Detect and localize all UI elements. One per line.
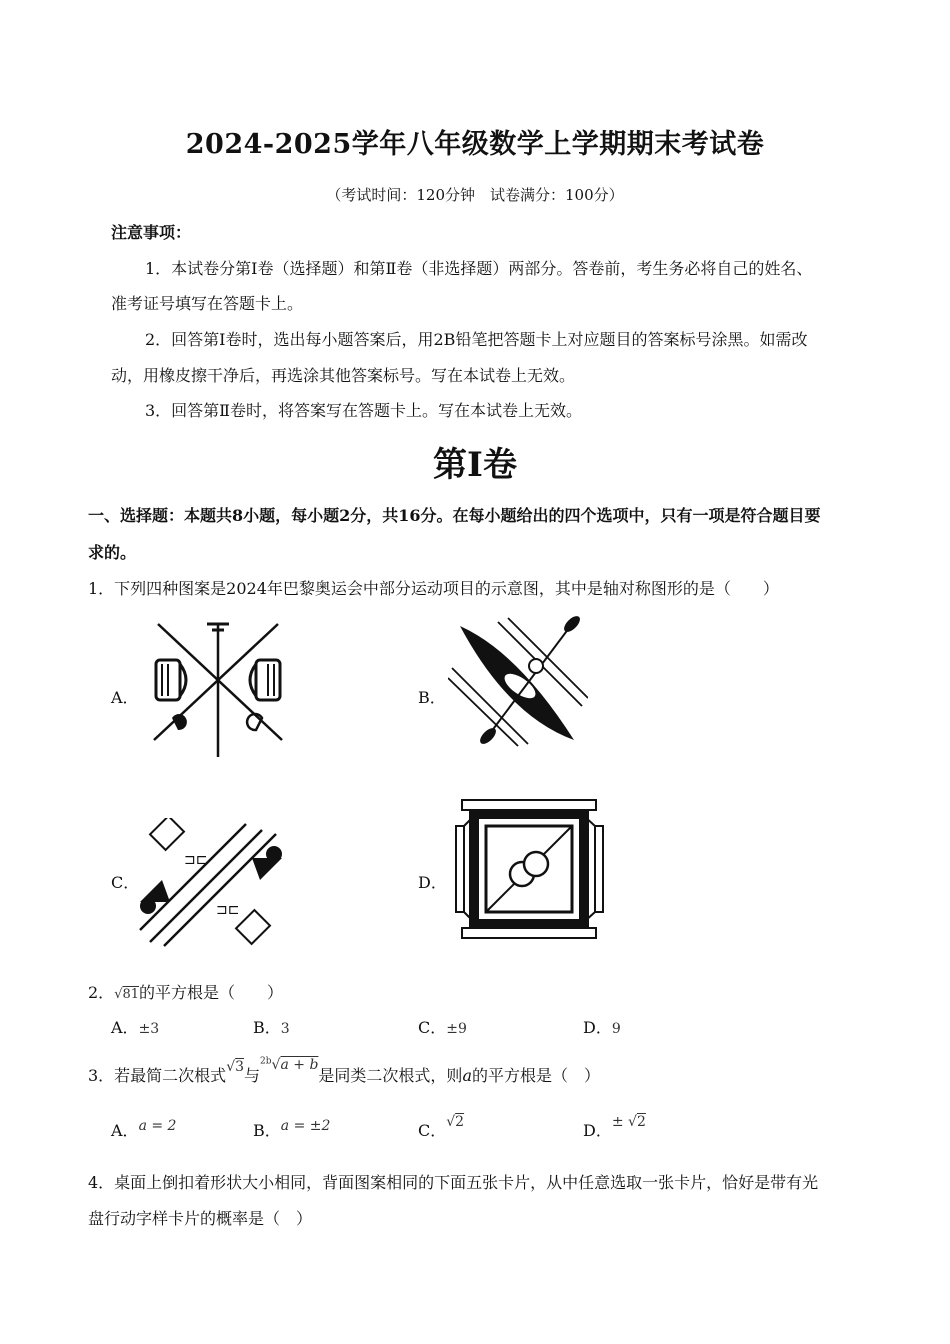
q3-option-b-value: a = ±2: [280, 1118, 331, 1134]
q1-option-d-label: D．: [418, 873, 447, 892]
q2-radicand: 81: [122, 987, 140, 1002]
q3-radicand-1: 3: [235, 1059, 245, 1075]
section-1-heading-line-1: 一、选择题：本题共8小题，每小题2分，共16分。在每小题给出的四个选项中，只有一项是符合题目要: [88, 506, 821, 525]
q1-option-c-label: C．: [111, 873, 140, 892]
q2-option-b-label: B．: [253, 1018, 281, 1037]
fencing-pictogram: [150, 612, 286, 760]
q3-option-b-label: B．: [253, 1121, 281, 1140]
q3-option-d-value: ± √2: [611, 1114, 646, 1130]
q3-option-a-value: a = 2: [138, 1118, 177, 1134]
svg-text:⊐⊏: ⊐⊏: [184, 852, 208, 868]
q2-option-d: [583, 1015, 621, 1038]
q3-stem-after: 是同类二次根式，则: [318, 1066, 463, 1085]
q2-stem: 的平方根是（ ）: [139, 983, 284, 1002]
q2-option-c-label: C．: [418, 1018, 447, 1037]
q3-option-c-label: C．: [418, 1121, 447, 1140]
q2-option-c-value: ±9: [446, 1021, 467, 1037]
q3-option-d-radicand: 2: [636, 1114, 646, 1130]
volume-heading: 第Ⅰ卷: [433, 445, 517, 485]
q3-variable: a: [462, 1066, 472, 1085]
badminton-pictogram: [136, 818, 286, 948]
notice-item-2-line-1: 2．回答第Ⅰ卷时，选出每小题答案后，用2B铅笔把答题卡上对应题目的答案标号涂黑。如需改: [145, 330, 808, 349]
q3-sqrt-1: √3: [226, 1059, 245, 1075]
q3-option-a-label: A．: [111, 1121, 139, 1140]
q3-option-d-sign: ±: [611, 1114, 624, 1130]
q2-option-d-label: D．: [583, 1018, 612, 1037]
notice-item-1-line-2: 准考证号填写在答题卡上。: [111, 294, 304, 313]
q3-option-d-label: D．: [583, 1121, 612, 1140]
q2-option-b: [253, 1015, 290, 1038]
q1-option-b-label: B．: [418, 688, 446, 707]
exam-subtitle: （考试时间：120分钟 试卷满分：100分）: [326, 186, 624, 204]
q3-option-b: [253, 1118, 330, 1141]
q3-root-2: $^{2b}$√a + b: [260, 1056, 319, 1073]
q3-option-d: [583, 1114, 646, 1141]
q2-number: 2．: [88, 983, 115, 1002]
boxing-ring-pictogram: [452, 796, 607, 942]
q3-mid: 与: [244, 1066, 261, 1085]
question-1-stem: 1．下列四种图案是2024年巴黎奥运会中部分运动项目的示意图，其中是轴对称图形的是（ ）: [88, 579, 779, 598]
q3-option-c: [418, 1114, 465, 1141]
notice-item-1-line-1: 1．本试卷分第Ⅰ卷（选择题）和第Ⅱ卷（非选择题）两部分。答卷前，考生务必将自己的姓名、: [145, 259, 813, 278]
q3-option-a: [111, 1118, 176, 1141]
q3-stem-before: 3．若最简二次根式: [88, 1066, 227, 1085]
canoe-pictogram: [448, 612, 588, 747]
q2-sqrt: √81: [114, 987, 140, 1002]
q3-stem-end: 的平方根是（ ）: [471, 1066, 600, 1085]
question-2: [88, 980, 283, 1003]
question-4-line-1: 4．桌面上倒扣着形状大小相同，背面图案相同的下面五张卡片，从中任意选取一张卡片，恰好是带有光: [88, 1173, 819, 1192]
notice-heading: 注意事项：: [111, 223, 192, 242]
q3-radicand-2: a + b: [280, 1057, 319, 1073]
notice-item-3: 3．回答第Ⅱ卷时，将答案写在答题卡上。写在本试卷上无效。: [145, 401, 583, 420]
question-3: [88, 1056, 600, 1086]
q3-root-index: 2b: [260, 1056, 272, 1067]
q2-option-b-value: 3: [280, 1021, 290, 1037]
q2-option-a: [111, 1015, 159, 1038]
q3-option-c-radicand: 2: [455, 1114, 465, 1130]
exam-title: 2024-2025学年八年级数学上学期期末考试卷: [185, 129, 765, 160]
q2-option-d-value: 9: [611, 1021, 621, 1037]
question-4-line-2: 盘行动字样卡片的概率是（ ）: [88, 1209, 313, 1228]
q2-option-a-value: ±3: [138, 1021, 160, 1037]
svg-text:⊐⊏: ⊐⊏: [216, 902, 240, 918]
q2-option-a-label: A．: [111, 1018, 139, 1037]
q1-option-a-label: A．: [111, 688, 139, 707]
q3-option-c-value: √2: [446, 1114, 465, 1130]
section-1-heading-line-2: 求的。: [88, 543, 137, 562]
q2-option-c: [418, 1015, 467, 1038]
notice-item-2-line-2: 动，用橡皮擦干净后，再选涂其他答案标号。写在本试卷上无效。: [111, 366, 576, 385]
